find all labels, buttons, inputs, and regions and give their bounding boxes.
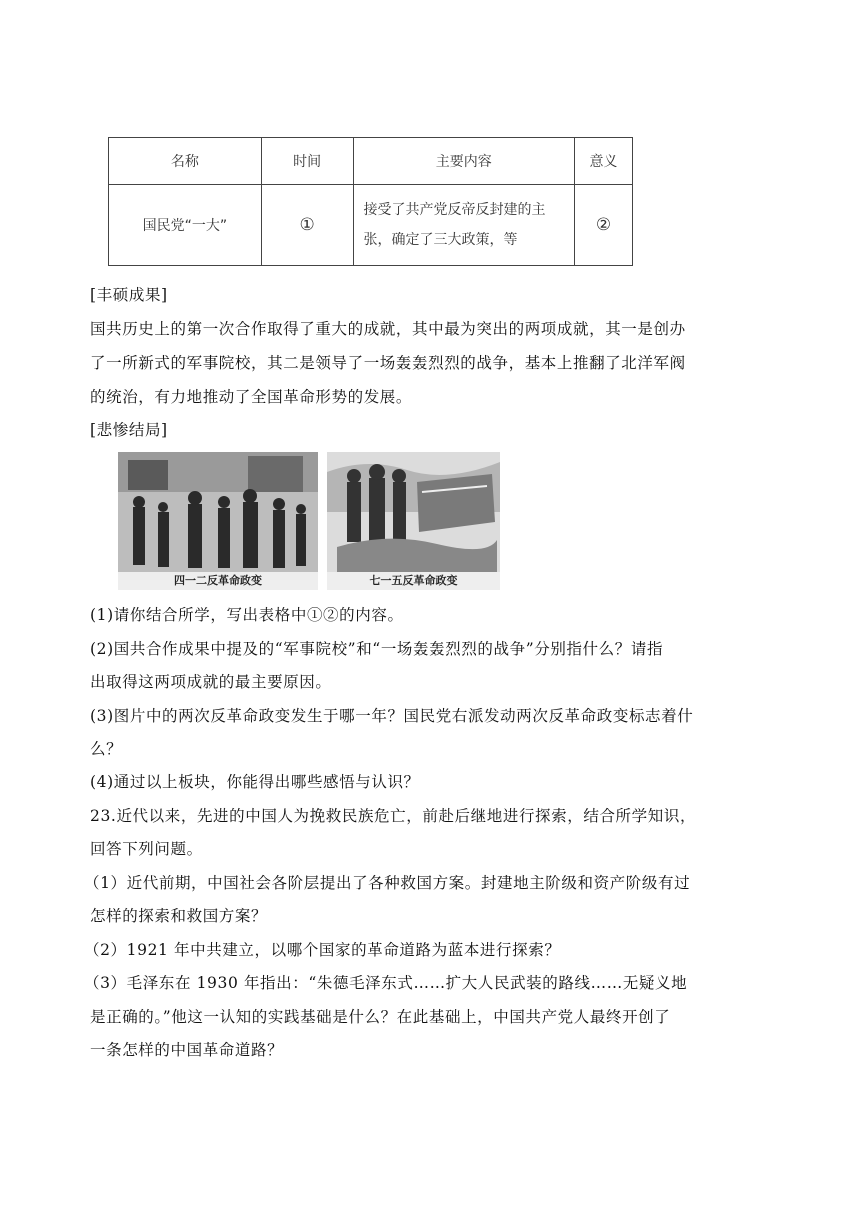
q23-part3-line-3: 一条怎样的中国革命道路？ <box>90 1041 284 1059</box>
content-line-1: 接受了共产党反帝反封建的主 <box>363 202 546 218</box>
q23-part2: （2）1921 年中共建立，以哪个国家的革命道路为蓝本进行探索？ <box>84 941 561 959</box>
ending-heading: [悲惨结局] <box>90 421 168 439</box>
photo-april-12-coup <box>118 452 318 590</box>
q23-intro-line-2: 回答下列问题。 <box>90 840 203 858</box>
table-row <box>109 185 633 266</box>
results-line-3: 的统治，有力地推动了全国革命形势的发展。 <box>90 388 413 406</box>
table-cell-name: 国民党“一大” <box>109 185 262 266</box>
question-4: (4)通过以上板块，你能得出哪些感悟与认识？ <box>90 773 420 791</box>
q23-part1-line-1: （1）近代前期，中国社会各阶层提出了各种救国方案。封建地主阶级和资产阶级有过 <box>84 874 691 892</box>
photo-april-12-image <box>118 452 318 590</box>
table-cell-significance: ② <box>575 185 633 266</box>
question-2-line-1: (2)国共合作成果中提及的“军事院校”和“一场轰轰烈烈的战争”分别指什么？请指 <box>90 640 664 658</box>
q23-part3-line-2: 是正确的。”他这一认知的实践基础是什么？在此基础上，中国共产党人最终开创了 <box>90 1008 671 1026</box>
table-header-content: 主要内容 <box>353 138 575 185</box>
question-3-line-1: (3)图片中的两次反革命政变发生于哪一年？国民党右派发动两次反革命政变标志着什 <box>90 707 694 725</box>
table-cell-time: ① <box>261 185 353 266</box>
table-cell-content <box>353 185 575 266</box>
question-2-line-2: 出取得这两项成就的最主要原因。 <box>90 673 332 691</box>
photo-july-15-caption: 七一五反革命政变 <box>369 574 458 587</box>
question-1: (1)请你结合所学，写出表格中①②的内容。 <box>90 606 404 624</box>
q23-part3-line-1: （3）毛泽东在 1930 年指出：“朱德毛泽东式……扩大人民武装的路线……无疑义地 <box>84 974 688 992</box>
results-line-1: 国共历史上的第一次合作取得了重大的成就，其中最为突出的两项成就，其一是创办 <box>90 320 686 338</box>
q23-intro-line-1: 23.近代以来，先进的中国人为挽救民族危亡，前赴后继地进行探索，结合所学知识， <box>90 807 697 825</box>
question-3-line-2: 么？ <box>90 740 123 758</box>
q23-part1-line-2: 怎样的探索和救国方案？ <box>90 907 268 925</box>
photo-april-12-caption: 四一二反革命政变 <box>174 574 262 587</box>
table-header-time: 时间 <box>261 138 353 185</box>
results-heading: [丰硕成果] <box>90 286 168 304</box>
results-line-2: 了一所新式的军事院校，其二是领导了一场轰轰烈烈的战争，基本上推翻了北洋军阀 <box>90 354 686 372</box>
photo-july-15-image <box>327 452 500 590</box>
table-header-row <box>109 138 633 185</box>
content-line-2: 张，确定了三大政策，等 <box>363 232 518 248</box>
table-header-significance: 意义 <box>575 138 633 185</box>
photo-july-15-coup <box>327 452 500 590</box>
summary-table <box>108 137 633 266</box>
table-header-name: 名称 <box>109 138 262 185</box>
